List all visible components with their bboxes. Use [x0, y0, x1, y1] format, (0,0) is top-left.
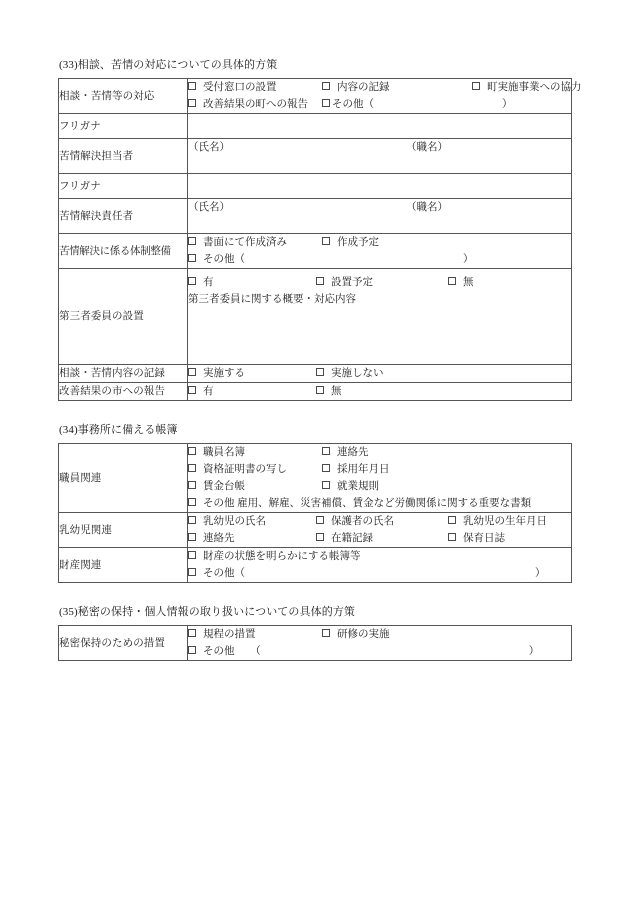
checkbox-icon[interactable]	[188, 629, 196, 637]
checkbox-icon[interactable]	[322, 481, 330, 489]
option-line	[188, 274, 571, 291]
option-label: 財産の状態を明らかにする帳簿等	[203, 551, 361, 562]
name-label: （氏名）	[188, 142, 230, 153]
checkbox-icon[interactable]	[188, 516, 196, 524]
checkbox-option[interactable]	[322, 478, 379, 495]
checkbox-option[interactable]	[448, 274, 474, 291]
checkbox-option[interactable]	[188, 251, 245, 268]
checkbox-icon[interactable]	[188, 237, 196, 245]
row-field	[188, 513, 572, 548]
option-label: 乳幼児の氏名	[203, 516, 266, 527]
checkbox-option[interactable]	[188, 495, 531, 512]
option-label: その他（	[332, 99, 374, 110]
checkbox-icon[interactable]	[188, 99, 196, 107]
checkbox-option[interactable]	[188, 461, 322, 478]
section-34	[58, 423, 572, 583]
paren-close: ）	[535, 568, 546, 579]
option-label: 内容の記録	[337, 82, 390, 93]
option-line	[188, 530, 571, 547]
row-field	[188, 626, 572, 661]
table-row	[59, 174, 572, 199]
name-input[interactable]	[188, 156, 571, 173]
section-35-table	[58, 625, 572, 661]
checkbox-icon[interactable]	[188, 277, 196, 285]
checkbox-option[interactable]	[322, 461, 390, 478]
option-line	[188, 513, 571, 530]
row-label: 財産関連	[59, 548, 188, 583]
checkbox-option[interactable]	[188, 383, 316, 400]
name-label: （氏名）	[188, 202, 230, 213]
option-line	[188, 199, 571, 216]
section-34-heading: (34)事務所に備える帳簿	[59, 424, 178, 436]
checkbox-option[interactable]	[188, 96, 322, 113]
table-row	[59, 626, 572, 661]
checkbox-icon[interactable]	[188, 533, 196, 541]
option-label: その他 （	[203, 646, 261, 657]
checkbox-icon[interactable]	[316, 386, 324, 394]
checkbox-option[interactable]	[316, 513, 448, 530]
checkbox-icon[interactable]	[188, 386, 196, 394]
section-35-heading: (35)秘密の保持・個人情報の取り扱いについての具体的方策	[59, 606, 356, 618]
row-field	[188, 234, 572, 269]
option-label: 職員名簿	[203, 447, 245, 458]
option-label: 無	[463, 277, 474, 288]
checkbox-option[interactable]	[316, 365, 384, 382]
checkbox-icon[interactable]	[322, 237, 330, 245]
checkbox-option[interactable]	[188, 565, 245, 582]
option-label: 書面にて作成済み	[203, 237, 287, 248]
row-field	[188, 79, 582, 114]
row-label: 苦情解決に係る体制整備	[59, 234, 188, 269]
furigana-input[interactable]	[188, 174, 572, 199]
checkbox-icon[interactable]	[188, 368, 196, 376]
checkbox-option[interactable]	[448, 530, 505, 547]
option-label: 実施しない	[331, 368, 384, 379]
option-label: 有	[203, 277, 214, 288]
checkbox-option[interactable]	[316, 274, 448, 291]
row-note: 第三者委員に関する概要・対応内容	[188, 294, 356, 305]
option-line	[188, 444, 571, 461]
checkbox-icon[interactable]	[448, 516, 456, 524]
checkbox-option[interactable]	[322, 79, 472, 96]
option-label: 無	[331, 386, 342, 397]
checkbox-icon[interactable]	[188, 464, 196, 472]
row-field	[188, 548, 572, 583]
checkbox-option[interactable]	[188, 643, 261, 660]
option-label: 保護者の氏名	[331, 516, 394, 527]
row-label: フリガナ	[59, 174, 188, 199]
paren-close: ）	[463, 254, 474, 265]
row-field	[188, 444, 572, 513]
table-row	[59, 199, 572, 234]
option-label: その他（	[203, 568, 245, 579]
option-line	[188, 565, 571, 582]
option-label: 町実施事業への協力	[487, 82, 582, 93]
table-row	[59, 444, 572, 513]
checkbox-option[interactable]	[472, 79, 582, 96]
table-row	[59, 114, 572, 139]
checkbox-option[interactable]	[188, 365, 316, 382]
option-label: 資格証明書の写し	[203, 464, 287, 475]
row-label: 第三者委員の設置	[59, 269, 188, 365]
checkbox-option[interactable]	[188, 513, 316, 530]
checkbox-icon[interactable]	[322, 629, 330, 637]
checkbox-icon[interactable]	[472, 82, 480, 90]
option-label: 規程の措置	[203, 629, 256, 640]
option-line	[188, 626, 571, 643]
option-line	[188, 495, 571, 512]
checkbox-option[interactable]	[448, 513, 547, 530]
option-label: 連絡先	[337, 447, 369, 458]
furigana-input[interactable]	[188, 114, 572, 139]
option-label: その他（	[203, 254, 245, 265]
checkbox-icon[interactable]	[188, 568, 196, 576]
option-line	[188, 251, 571, 268]
checkbox-icon[interactable]	[322, 82, 330, 90]
paren-close: ）	[528, 646, 540, 657]
name-input[interactable]	[188, 216, 571, 233]
table-row	[59, 548, 572, 583]
option-line	[188, 96, 571, 113]
checkbox-icon[interactable]	[316, 368, 324, 376]
row-label: 相談・苦情内容の記録	[59, 365, 188, 383]
table-row	[59, 513, 572, 548]
option-line	[188, 139, 571, 156]
checkbox-option[interactable]	[322, 444, 369, 461]
option-line	[188, 234, 571, 251]
row-label: フリガナ	[59, 114, 188, 139]
checkbox-icon[interactable]	[316, 277, 324, 285]
checkbox-icon[interactable]	[322, 447, 330, 455]
checkbox-option[interactable]	[188, 79, 322, 96]
checkbox-icon[interactable]	[322, 464, 330, 472]
checkbox-icon[interactable]	[188, 646, 196, 654]
title-label: （職名）	[406, 202, 448, 213]
checkbox-option[interactable]	[316, 530, 448, 547]
option-line	[188, 383, 571, 400]
table-row	[59, 383, 572, 401]
checkbox-icon[interactable]	[188, 254, 196, 262]
checkbox-option[interactable]	[188, 548, 361, 565]
section-33-heading: (33)相談、苦情の対応についての具体的方策	[59, 59, 278, 71]
table-row	[59, 365, 572, 383]
option-label: 設置予定	[331, 277, 373, 288]
option-label: 連絡先	[203, 533, 235, 544]
checkbox-icon[interactable]	[448, 533, 456, 541]
option-line	[188, 365, 571, 382]
checkbox-option[interactable]	[322, 626, 390, 643]
checkbox-icon[interactable]	[188, 498, 196, 506]
checkbox-icon[interactable]	[188, 82, 196, 90]
section-33-table	[58, 78, 582, 401]
checkbox-option[interactable]	[322, 234, 379, 251]
table-row	[59, 79, 572, 114]
section-33	[58, 58, 582, 401]
row-label: 相談・苦情等の対応	[59, 79, 188, 114]
option-label: 実施する	[203, 368, 245, 379]
row-label: 乳幼児関連	[59, 513, 188, 548]
section-34-table	[58, 443, 572, 583]
checkbox-icon[interactable]	[316, 516, 324, 524]
option-label: 乳幼児の生年月日	[463, 516, 547, 527]
row-field	[188, 199, 572, 234]
option-label: 採用年月日	[337, 464, 390, 475]
option-label: その他 雇用、解雇、災害補償、賃金など労働関係に関する重要な書類	[203, 498, 532, 509]
checkbox-icon[interactable]	[188, 447, 196, 455]
checkbox-option[interactable]	[322, 96, 374, 113]
checkbox-option[interactable]	[188, 626, 322, 643]
row-label: 職員関連	[59, 444, 188, 513]
checkbox-icon[interactable]	[188, 551, 196, 559]
row-field	[188, 269, 572, 365]
row-label: 改善結果の市への報告	[59, 383, 188, 401]
row-label: 苦情解決責任者	[59, 199, 188, 234]
table-row	[59, 234, 572, 269]
checkbox-option[interactable]	[188, 274, 316, 291]
option-label: 受付窓口の設置	[203, 82, 277, 93]
option-line	[188, 548, 571, 565]
paren-close: ）	[502, 99, 513, 110]
option-line	[188, 461, 571, 478]
option-label: 賃金台帳	[203, 481, 245, 492]
option-label: 有	[203, 386, 214, 397]
title-label: （職名）	[406, 142, 448, 153]
row-field	[188, 139, 572, 174]
checkbox-icon[interactable]	[316, 533, 324, 541]
option-label: 在籍記録	[331, 533, 373, 544]
checkbox-option[interactable]	[188, 530, 316, 547]
option-line	[188, 79, 582, 96]
table-row	[59, 139, 572, 174]
row-field	[188, 383, 572, 401]
checkbox-icon[interactable]	[448, 277, 456, 285]
table-row	[59, 269, 572, 365]
checkbox-option[interactable]	[316, 383, 342, 400]
option-label: 改善結果の町への報告	[203, 99, 308, 110]
option-line	[188, 478, 571, 495]
checkbox-icon[interactable]	[322, 99, 330, 107]
section-35	[58, 605, 572, 661]
option-label: 作成予定	[337, 237, 379, 248]
checkbox-option[interactable]	[188, 234, 322, 251]
option-label: 就業規則	[337, 481, 379, 492]
row-label: 苦情解決担当者	[59, 139, 188, 174]
checkbox-icon[interactable]	[188, 481, 196, 489]
option-line	[188, 643, 571, 660]
option-label: 研修の実施	[337, 629, 390, 640]
row-label: 秘密保持のための措置	[59, 626, 188, 661]
row-field	[188, 365, 572, 383]
checkbox-option[interactable]	[188, 478, 322, 495]
checkbox-option[interactable]	[188, 444, 322, 461]
option-label: 保育日誌	[463, 533, 505, 544]
